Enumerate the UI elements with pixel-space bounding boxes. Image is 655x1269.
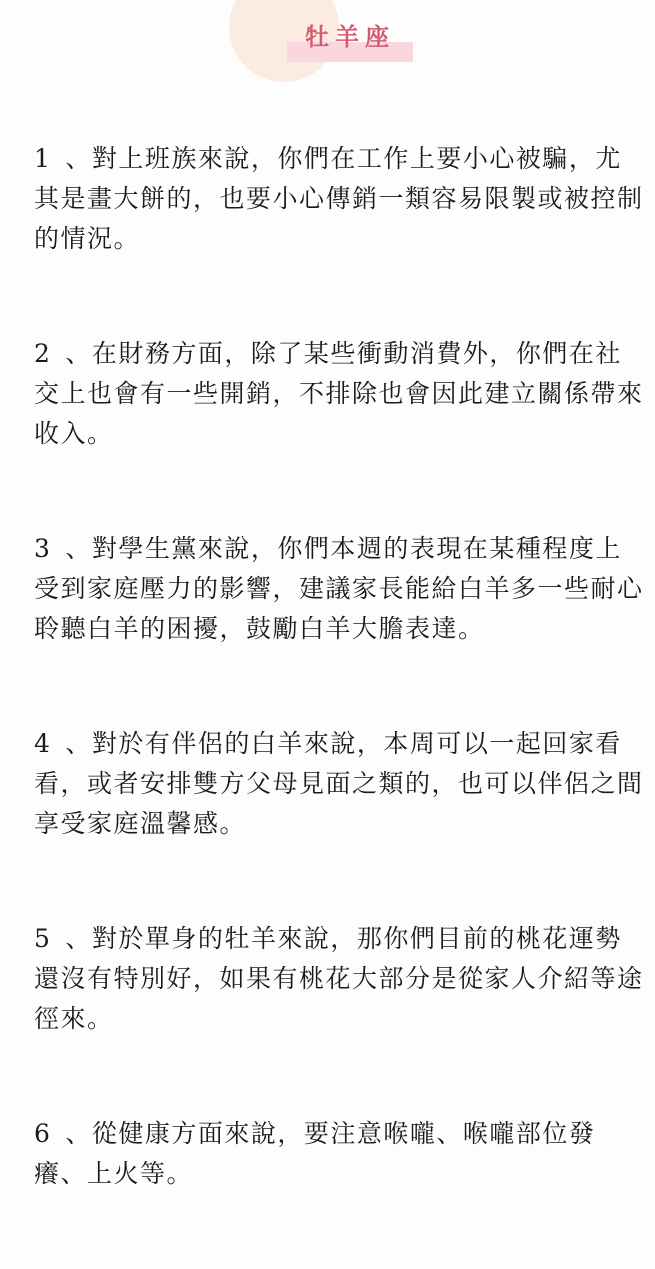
- item-text: 、對上班族來說，你們在工作上要小心被騙，尤其是畫大餅的，也要小心傳銷一類容易限製或被控制的情況。: [34, 144, 644, 253]
- list-item: [34, 334, 646, 454]
- list-item: [34, 139, 646, 259]
- item-text: 、對於有伴侶的白羊來說，本周可以一起回家看看，或者安排雙方父母見面之類的，也可以伴侶之間享受家庭溫馨感。: [34, 729, 644, 838]
- item-number: 6: [34, 1119, 52, 1148]
- item-text: 、在財務方面，除了某些衝動消費外，你們在社交上也會有一些開銷，不排除也會因此建立關係帶來收入。: [34, 339, 644, 448]
- item-number: 3: [34, 534, 52, 563]
- item-number: 2: [34, 339, 52, 368]
- page-title: 牡羊座: [305, 23, 395, 51]
- item-number: 1: [34, 144, 52, 173]
- item-text: 、從健康方面來說，要注意喉嚨、喉嚨部位發癢、上火等。: [34, 1119, 596, 1188]
- item-text: 、對於單身的牡羊來說，那你們目前的桃花運勢還沒有特別好，如果有桃花大部分是從家人介紹等途徑來。: [34, 924, 644, 1033]
- item-number: 4: [34, 729, 52, 758]
- list-item: [34, 1114, 646, 1194]
- list-item: [34, 724, 646, 844]
- item-number: 5: [34, 924, 52, 953]
- article-body: [34, 139, 646, 1269]
- list-item: [34, 529, 646, 649]
- item-text: 、對學生黨來說，你們本週的表現在某種程度上受到家庭壓力的影響，建議家長能給白羊多一些耐心聆聽白羊的困擾，鼓勵白羊大膽表達。: [34, 534, 644, 643]
- list-item: [34, 919, 646, 1039]
